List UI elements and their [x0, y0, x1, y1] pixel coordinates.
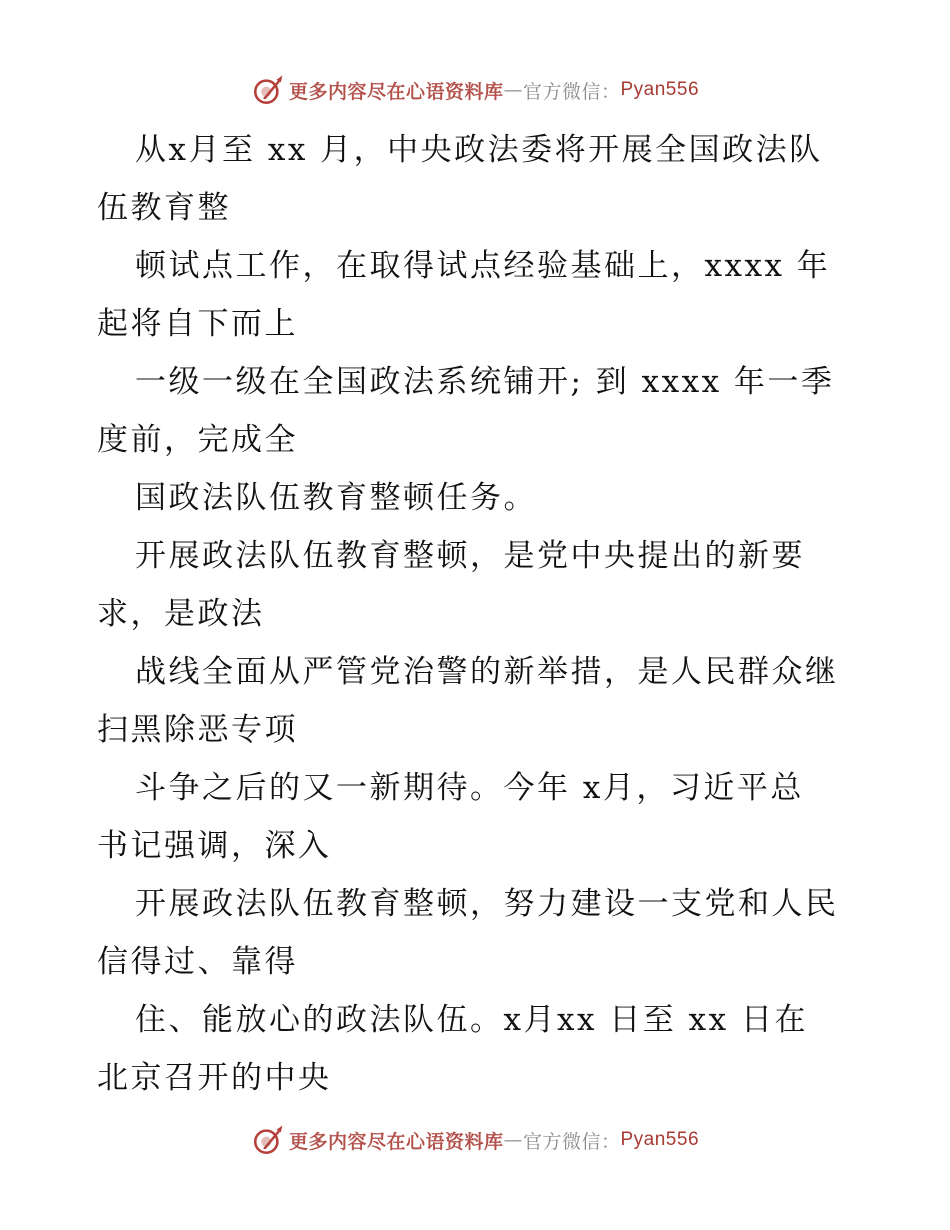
paragraph [97, 759, 867, 875]
banner-dash: — [503, 1129, 523, 1151]
banner-wechat-id: Pyan556 [620, 1129, 700, 1150]
banner-dash: — [503, 79, 523, 101]
paragraph-line: 北京召开的中央 [97, 1060, 332, 1096]
paragraph-line: 书记强调，深入 [97, 828, 332, 864]
paragraph-line: 信得过、靠得 [97, 944, 298, 980]
quill-logo-icon [251, 1123, 285, 1157]
paragraph-line: 度前，完成全 [97, 422, 298, 458]
header-banner [0, 70, 950, 110]
banner-sub-text: 官方微信： [522, 1130, 621, 1153]
paragraph-line: 扫黑除恶专项 [97, 712, 298, 748]
paragraph-line: 斗争之后的又一新期待。今年 x月，习近平总 [135, 770, 804, 806]
paragraph-line: 起将自下而上 [97, 306, 298, 342]
paragraph [97, 121, 867, 237]
quill-logo-icon [251, 73, 285, 107]
paragraph [97, 991, 867, 1107]
paragraph-line: 住、能放心的政法队伍。x月xx 日至 xx 日在 [135, 1002, 808, 1038]
banner-sub-text: 官方微信： [522, 80, 621, 103]
paragraph-line: 开展政法队伍教育整顿，是党中央提出的新要 [135, 538, 805, 574]
banner-main-text: 更多内容尽在心语资料库 [288, 80, 504, 103]
footer-banner [0, 1120, 950, 1160]
paragraph-line: 从x月至 xx 月，中央政法委将开展全国政法队 [135, 132, 823, 168]
paragraph-line: 国政法队伍教育整顿任务。 [135, 480, 537, 516]
paragraph-line: 一级一级在全国政法系统铺开; 到 xxxx 年一季 [135, 364, 835, 400]
paragraph-line: 顿试点工作，在取得试点经验基础上，xxxx 年 [135, 248, 831, 284]
paragraph [97, 875, 867, 991]
paragraph [97, 469, 867, 527]
document-body [97, 121, 867, 1107]
banner-main-text: 更多内容尽在心语资料库 [288, 1130, 504, 1153]
paragraph-line: 战线全面从严管党治警的新举措，是人民群众继 [135, 654, 839, 690]
paragraph [97, 353, 867, 469]
paragraph-line: 伍教育整 [97, 190, 231, 226]
paragraph-line: 求，是政法 [97, 596, 265, 632]
paragraph [97, 643, 867, 759]
paragraph [97, 237, 867, 353]
banner-wechat-id: Pyan556 [620, 79, 700, 100]
paragraph-line: 开展政法队伍教育整顿，努力建设一支党和人民 [135, 886, 839, 922]
paragraph [97, 527, 867, 643]
